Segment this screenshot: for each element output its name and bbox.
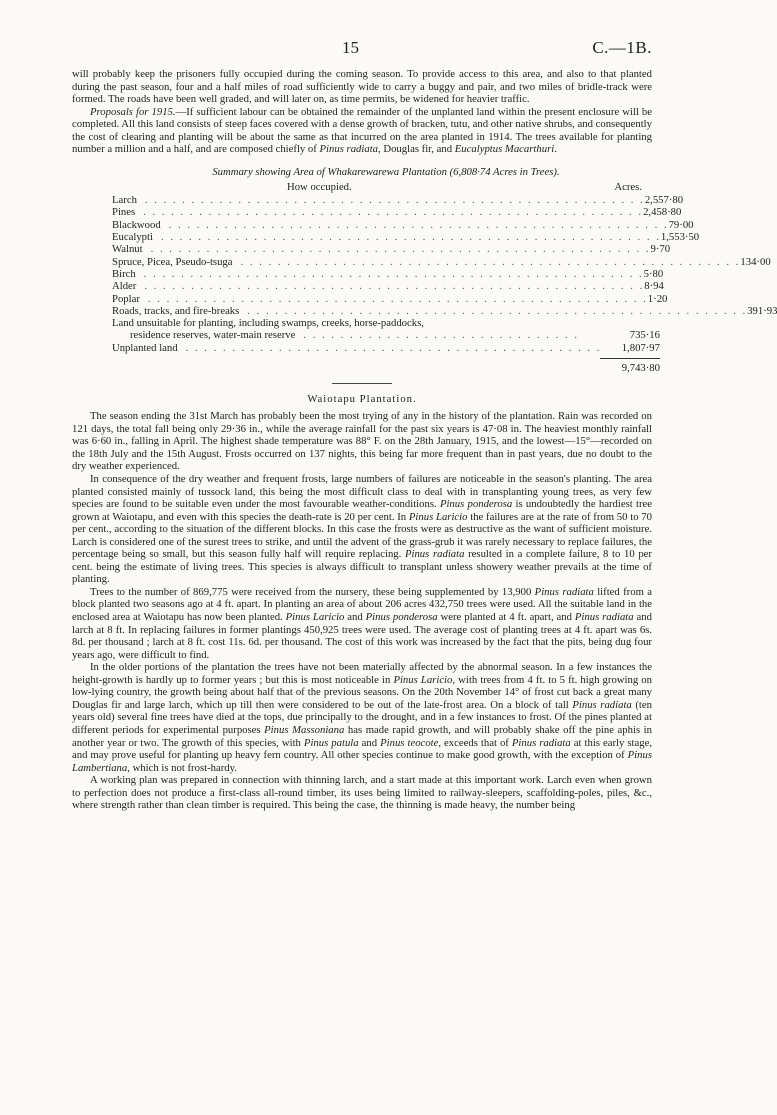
leader-dots: . . . . . . . . . . . . . . . . . . . . . . . . . . . . . . . . . . . . . . . . . . . . . . . . . . . . . .	[168, 218, 669, 231]
leader-dots: . . . . . . . . . . . . . . . . . . . . . . . . . . . . . . . . . . . . . . . . . . . . . . . . . . . . . .	[247, 304, 748, 317]
body-paragraph: Trees to the number of 869,775 were received from the nursery, these being supplemented by 13,900 Pinus radiata lifted from a block planted two seasons ago at 4 ft. apart. In planting an area of about 206 acres 432,750 trees were used. All the suitable land in the enclosed area at Waiotapu has now been planted. Pinus Laricio and Pinus ponderosa were planted at 4 ft. apart, and Pinus radiata and larch at 8 ft. In replacing failures in former plantings 450,925 trees were used. The average cost of planting trees at 4 ft. apart was 6s. 8d. per thousand ; larch at 8 ft. cost 11s. 6d. per thousand. The cost of this work was increased by the fact that the pits, being dug four years ago, were difficult to find.	[72, 585, 652, 661]
table-header	[112, 181, 660, 194]
table-row	[112, 292, 668, 305]
area-summary-table	[112, 165, 777, 374]
row-value: 5·80	[643, 267, 664, 280]
row-value: 1,807·97	[621, 341, 660, 354]
table-total: 9,743·80	[621, 361, 660, 374]
section-title: Waiotapu Plantation.	[307, 393, 417, 406]
body-paragraph: The season ending the 31st March has probably been the most trying of any in the history of the plantation. Rain was recorded on 121 days, the total fall being only 29·36 in., while the average rainfall for the past six years is 47·08 in. The heaviest monthly rainfall was 6·60 in., falling in April. The highest shade temperature was 88° F. on the 28th January, 1915, and the lowest—15°—recorded on the 18th July and the 15th August. Frosts occurred on 137 nights, this being far more frequent than in past years, due no doubt to the dry weather experienced.	[72, 410, 652, 473]
leader-dots: . . . . . . . . . . . . . . . . . . . . . . . . . . . . . . . . . . . . . . . . . . . . . . . . . . . . . .	[144, 194, 645, 207]
row-value: 9·70	[650, 243, 671, 256]
leader-dots: . . . . . . . . . . . . . . . . . . . . . . . . . . . . . . . . . . . . . . . . . . . . . . . . . . . . . .	[160, 231, 661, 244]
table-row	[112, 304, 777, 317]
leader-dots: . . . . . . . . . . . . . . . . . . . . . . . . . . . . . . . . . . . . . . . . . . . . . . . . . . . . . .	[147, 292, 648, 305]
row-label: Land unsuitable for planting, including swamps, creeks, horse-paddocks,	[112, 317, 424, 330]
row-value: 79·00	[668, 218, 694, 231]
row-value: 2,458·80	[643, 206, 682, 219]
table-row	[112, 317, 660, 329]
leader-dots: . . . . . . . . . . . . . . . . . . . . . . . . . . . . . .	[303, 329, 579, 342]
table-row	[112, 267, 664, 280]
table-row	[112, 255, 771, 268]
body-paragraph: In consequence of the dry weather and frequent frosts, large numbers of failures are noticeable in the season's planting. The area planted consisted mainly of tussock land, this being the most difficult class to deal with in transplanting young trees, as very few species are found to be suitable even under the most favourable weather-conditions. Pinus ponderosa is undoubtedly the hardiest tree grown at Waiotapu, and even with this species the death-rate is 20 per cent. In Pinus Laricio the failures are at the rate of from 50 to 70 per cent., according to the situation of the different blocks. In this case the frosts were as destructive as the want of sufficient moisture. Larch is considered one of the surest trees to strike, and until the advent of the grass-grub it was rarely necessary to replace failures, the percentage being so small, but this season fully half will require replacing. Pinus radiata resulted in a complete failure, 8 to 10 per cent. being the estimate of living trees. This species is always difficult to transplant unless showery weather prevails at the time of planting.	[72, 473, 652, 586]
table-row	[112, 280, 664, 293]
row-label: Walnut	[112, 243, 143, 256]
leader-dots: . . . . . . . . . . . . . . . . . . . . . . . . . . . . . . . . . . . . . . . . . . . . . . . . . . . . . .	[150, 243, 651, 256]
column-acres: Acres.	[614, 181, 642, 194]
body-paragraph: A working plan was prepared in connection with thinning larch, and a start made at this important work. Larch even when grown to perfection does not produce a first-class all-round timber, its uses being limited to railway-sleepers, scaffolding-poles, piles, &c., where strength rather than clean timber is required. This being the case, the thinning is made heavy, the number being	[72, 774, 652, 812]
table-rows	[112, 194, 777, 317]
table-row	[112, 329, 660, 341]
page-number: 15	[342, 38, 359, 57]
row-label: Birch	[112, 267, 136, 280]
table-row	[112, 231, 700, 244]
leader-dots: . . . . . . . . . . . . . . . . . . . . . . . . . . . . . . . . . . . . . . . . . . . . . . . . . . . . . .	[143, 267, 644, 280]
row-label: Eucalypti	[112, 231, 153, 244]
row-value: 1·20	[647, 292, 668, 305]
column-how-occupied: How occupied.	[287, 181, 352, 194]
row-value: 391·93	[747, 304, 777, 317]
section-divider	[332, 383, 392, 384]
table-row	[112, 342, 660, 354]
row-value: 735·16	[629, 329, 660, 342]
table-row	[112, 243, 671, 256]
row-label: Pines	[112, 206, 136, 219]
table-row	[112, 206, 682, 219]
leader-dots: . . . . . . . . . . . . . . . . . . . . . . . . . . . . . . . . . . . . . . . . . . . . . . . . . . . . . .	[144, 280, 645, 293]
leader-dots: . . . . . . . . . . . . . . . . . . . . . . . . . . . . . . . . . . . . . . . . . . . . .	[185, 341, 602, 354]
leader-dots: . . . . . . . . . . . . . . . . . . . . . . . . . . . . . . . . . . . . . . . . . . . . . . . . . . . . . .	[143, 206, 644, 219]
row-label: Poplar	[112, 292, 140, 305]
row-value: 1,553·50	[660, 231, 700, 244]
table-row	[112, 218, 694, 231]
table-caption: Summary showing Area of Whakarewarewa Plantation (6,808·74 Acres in Trees).	[212, 165, 560, 178]
row-label: Roads, tracks, and fire-breaks	[112, 304, 240, 317]
page-header	[72, 38, 652, 68]
row-label: residence reserves, water-main reserve	[130, 329, 296, 342]
row-label: Larch	[112, 194, 137, 207]
intro-paragraph: will probably keep the prisoners fully occupied during the coming season. To provide access to this area, and also to that planted during the past season, four and a half miles of road sufficiently wide to carry a buggy and pair, and two miles of bridle-track were formed. The roads have been well graded, and will later on, as time permits, be widened for heavier traffic.	[72, 68, 652, 106]
row-value: 134·00	[740, 255, 771, 268]
proposals-paragraph: Proposals for 1915.—If sufficient labour can be obtained the remainder of the unplanted land within the present enclosure will be completed. All this land consists of steep faces covered with a dense growth of bracken, tutu, and other native shrubs, and consequently the cost of clearing and planting will be about the same as that incurred on the area planted in 1914. The trees available for planting number a million and a half, and are composed chiefly of Pinus radiata, Douglas fir, and Eucalyptus Macarthuri.	[72, 105, 652, 156]
row-label: Alder	[112, 280, 137, 293]
row-value: 8·94	[644, 280, 664, 293]
row-label: Spruce, Picea, Pseudo-tsuga	[112, 255, 233, 268]
row-label: Unplanted land	[112, 341, 178, 354]
body-paragraph: In the older portions of the plantation the trees have not been materially affected by the abnormal season. In a few instances the height-growth is hardly up to former years ; but this is most noticeable in Pinus Laricio, with trees from 4 ft. to 5 ft. high growing on low-lying country, the growth being about half that of the previous seasons. On the 20th November 14° of frost cut back a great many Douglas fir and large larch, which up till then were considered to be out of the late-frost area. On a block of tall Pinus radiata (ten years old) several fine trees have died at the tops, due principally to the drought, and in a few instances to frost. Of the pines planted at different periods for experimental purposes Pinus Massoniana has made rapid growth, and will probably shake off the pine aphis in another year or two. The growth of this species, with Pinus patula and Pinus teocote, exceeds that of Pinus radiata at this early stage, and may prove useful for planting up heavy fern country. All other species continue to make good growth, with the exception of Pinus Lambertiana, which is not frost-hardy.	[72, 661, 653, 774]
row-label: Blackwood	[112, 218, 161, 231]
proposals-heading: Proposals for 1915.	[90, 105, 176, 118]
table-row	[112, 194, 684, 207]
total-rule	[600, 358, 660, 359]
leader-dots: . . . . . . . . . . . . . . . . . . . . . . . . . . . . . . . . . . . . . . . . . . . . . . . . . . . . . .	[240, 255, 741, 268]
row-value: 2,557·80	[644, 194, 684, 207]
document-reference: C.—1B.	[592, 38, 652, 57]
